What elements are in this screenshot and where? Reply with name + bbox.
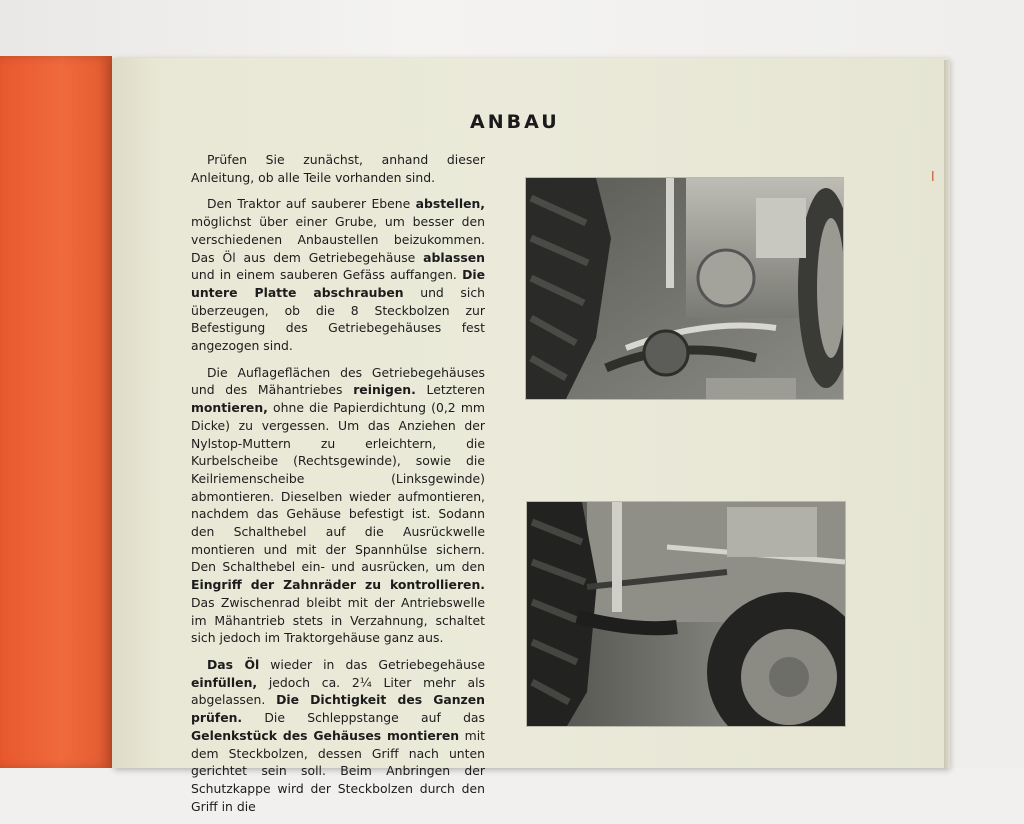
bold-text: reinigen. xyxy=(353,382,416,398)
booklet-cover xyxy=(0,56,112,768)
paragraph-2 xyxy=(191,195,485,354)
page-edge xyxy=(944,60,950,768)
tractor-photo-top xyxy=(526,178,843,399)
text-run: Den Traktor auf sauberer Ebene xyxy=(207,196,416,212)
text-run: Das Zwischenrad bleibt mit der Antriebswelle im Mähantrieb stets in Verzahnung, schaltet sich jedoch im Traktorgehäuse ganz aus. xyxy=(191,594,485,646)
bold-text: einfüllen, xyxy=(191,674,258,690)
text-run: Prüfen Sie zunächst, anhand dieser Anleitung, ob alle Teile vorhanden sind. xyxy=(191,152,485,185)
text-run: ohne die Papierdichtung (0,2 mm Dicke) zu vergessen. Um das Anziehen der Nylstop-Muttern zu erleichtern, die Kurbelscheibe (Rechtsgewinde), sowie die Keilriemenscheibe (Linksgewinde) abmontieren. Dieselben wieder aufmontieren, nachdem das Gehäuse befestigt ist. Sodann den Schalthebel auf die Ausrückwelle montieren und mit der Spannhülse sichern. Den Schalthebel ein- und ausrücken, um den xyxy=(191,400,485,575)
paragraph-3 xyxy=(191,364,485,647)
text-column xyxy=(191,151,485,824)
text-run: Die Auflageflächen des Getriebegehäuses und des Mähantriebes xyxy=(191,364,485,398)
bold-text: Die Dichtigkeit des Ganzen prüfen. xyxy=(191,692,485,726)
bold-text: ablassen xyxy=(423,249,485,265)
text-run: und sich überzeugen, ob die 8 Steckbolzen zur Befestigung des Getriebegehäuses fest angezogen sind. xyxy=(191,284,485,354)
margin-mark: l xyxy=(931,170,935,185)
bold-text: Das Öl xyxy=(207,656,260,672)
paragraph-4 xyxy=(191,656,485,815)
bold-text: montieren, xyxy=(191,400,268,416)
text-run: Letzteren xyxy=(415,382,485,398)
paragraph-1 xyxy=(191,151,485,186)
bold-text: Gelenkstück des Gehäuses montieren xyxy=(191,727,460,743)
tractor-photo-top-drawing xyxy=(526,178,843,399)
page-title: ANBAU xyxy=(470,111,560,133)
bold-text: Eingriff der Zahnräder zu kontrollieren. xyxy=(191,577,485,593)
text-run: jedoch ca. 2¼ Liter mehr als abgelassen. xyxy=(191,674,485,708)
text-run: mit dem Steckbolzen, dessen Griff nach unten gerichtet sein soll. Beim Anbringen der Schutzkappe wird der Steckbolzen durch den Griff in die xyxy=(191,727,486,814)
text-run: wieder in das Getriebegehäuse xyxy=(259,656,486,672)
tractor-photo-bottom-drawing xyxy=(527,502,845,726)
bold-text: abstellen, xyxy=(415,196,485,212)
text-run: Die Schleppstange auf das xyxy=(242,710,485,726)
text-run: und in einem sauberen Gefäss auffangen. xyxy=(191,267,463,283)
tractor-photo-bottom xyxy=(527,502,845,726)
text-run: möglichst über einer Grube, um besser den verschiedenen Anbaustellen beizukommen. Das Öl aus dem Getriebegehäuse xyxy=(191,214,485,265)
bold-text: Die untere Platte abschrauben xyxy=(191,267,485,300)
